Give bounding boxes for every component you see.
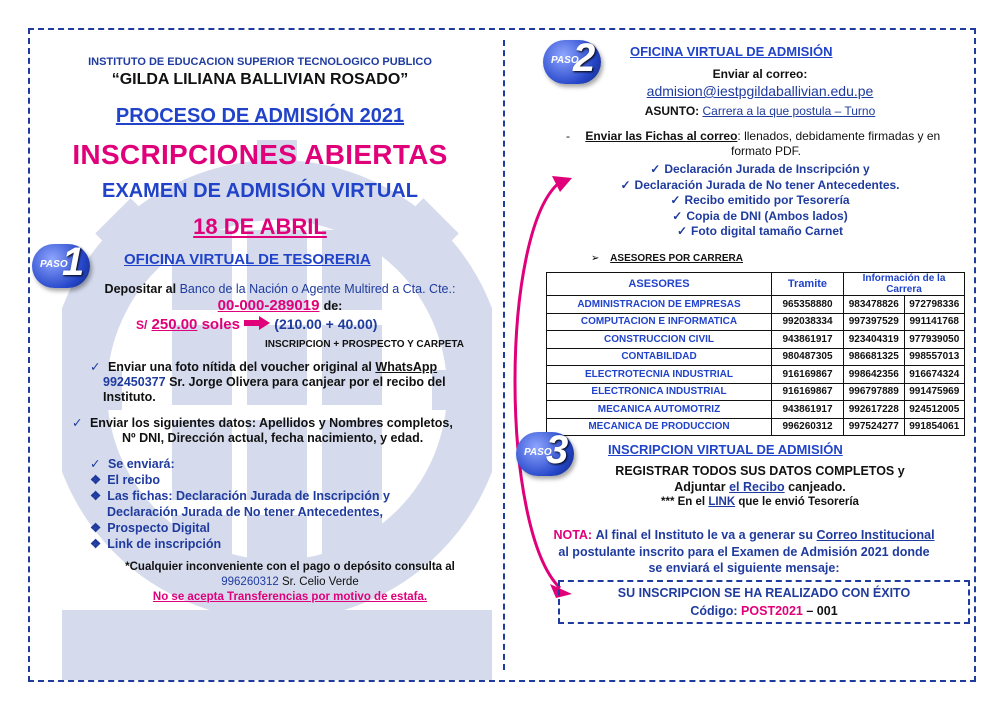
subject-line bbox=[560, 104, 960, 118]
whatsapp-text1: Enviar una foto nítida del voucher original al bbox=[107, 360, 372, 374]
nota-label: NOTA: bbox=[553, 528, 593, 542]
whatsapp-text2: Sr. Jorge Olivera para canjear por el recibo del bbox=[169, 375, 446, 389]
asesores-table bbox=[546, 272, 965, 436]
account-suffix: de: bbox=[323, 299, 343, 313]
amount-line bbox=[136, 316, 377, 334]
document-item: ✓ Copia de DNI (Ambos lados) bbox=[672, 208, 848, 223]
confirmation-message-box bbox=[558, 580, 970, 624]
send-mail-label: Enviar al correo: bbox=[712, 67, 808, 81]
send-title: Se enviará: bbox=[107, 457, 175, 471]
data-text2: Nº DNI, Dirección actual, fecha nacimiento, y edad. bbox=[122, 431, 424, 445]
send-list bbox=[90, 473, 470, 553]
nota-block: NOTA: Al final el Instituto le va a generar su Correo Institucional al postulante inscrito para el Examen de Admisión 2021 donde se enviará el siguiente mensaje: bbox=[553, 528, 935, 575]
tesoreria-link[interactable]: LINK bbox=[708, 496, 736, 508]
data-text1: Enviar los siguientes datos: Apellidos y Nombres completos, bbox=[89, 416, 453, 430]
amount-currency: S/ bbox=[136, 318, 148, 332]
amount-note: INSCRIPCION + PROSPECTO Y CARPETA bbox=[265, 339, 465, 350]
table-row: CONSTRUCCION CIVIL 943861917 923404319 977939050 bbox=[547, 331, 965, 349]
amount-breakdown: (210.00 + 40.00) bbox=[274, 316, 378, 332]
arrowhead-bullet-icon: ➢ bbox=[591, 253, 600, 264]
whatsapp-text3: Instituto. bbox=[103, 390, 156, 404]
confirmation-code-line: Código: POST2021 – 001 bbox=[690, 604, 838, 618]
table-row: ADMINISTRACION DE EMPRESAS 965358880 983478826 972798336 bbox=[547, 296, 965, 314]
whatsapp-word: WhatsApp bbox=[375, 360, 438, 374]
deposit-bank: Banco de la Nación o Agente Multired a Cta. Cte.: bbox=[179, 282, 456, 296]
paso-1-label: PASO bbox=[40, 259, 68, 270]
register-text1: REGISTRAR TODOS SUS DATOS COMPLETOS y bbox=[615, 464, 905, 478]
whatsapp-instruction bbox=[90, 360, 490, 405]
table-header-row bbox=[547, 273, 965, 296]
table-row: CONTABILIDAD 980487305 986681325 998557013 bbox=[547, 348, 965, 366]
section-tesoreria-title: OFICINA VIRTUAL DE TESORERIA bbox=[124, 251, 371, 268]
amount-value: 250.00 bbox=[151, 316, 198, 333]
section-admision-title: OFICINA VIRTUAL DE ADMISIÓN bbox=[630, 44, 833, 59]
institute-name: “GILDA LILIANA BALLIVIAN ROSADO” bbox=[111, 71, 409, 88]
data-instruction bbox=[72, 416, 492, 446]
account-line bbox=[70, 297, 490, 314]
document-item: ✓ Declaración Jurada de No tener Antecedentes. bbox=[620, 177, 900, 192]
asesores-title-line bbox=[591, 253, 743, 264]
send-item: ❖ Link de inscripción bbox=[90, 537, 222, 551]
correo-institucional: Correo Institucional bbox=[816, 528, 935, 542]
table-row: MECANICA AUTOMOTRIZ 943861917 992617228 924512005 bbox=[547, 401, 965, 419]
document-item: ✓ Foto digital tamaño Carnet bbox=[676, 224, 844, 238]
asesores-title: ASESORES POR CARRERA bbox=[610, 253, 743, 264]
email-link[interactable]: admision@iestpgildaballivian.edu.pe bbox=[646, 83, 874, 99]
documents-list bbox=[600, 162, 920, 240]
table-row: COMPUTACION E INFORMATICA 992038334 997397529 991141768 bbox=[547, 313, 965, 331]
table-row: ELECTRONICA INDUSTRIAL 916169867 996797889 991475969 bbox=[547, 383, 965, 401]
check-icon: ✓ bbox=[72, 416, 83, 430]
paso-3-number: 3 bbox=[546, 428, 569, 472]
institute-type: INSTITUTO DE EDUCACION SUPERIOR TECNOLOGICO PUBLICO bbox=[88, 56, 432, 68]
whatsapp-number: 992450377 bbox=[103, 375, 166, 389]
table-row: ELECTROTECNIA INDUSTRIAL 916169867 998642356 916674324 bbox=[547, 366, 965, 384]
document-item: ✓ Declaración Jurada de Inscripción y bbox=[650, 162, 870, 176]
fichas-link: Enviar las Fichas al correo bbox=[585, 129, 738, 143]
document-item: ✓ Recibo emitido por Tesorería bbox=[670, 193, 850, 207]
header-tramite: Tramite bbox=[772, 273, 844, 296]
register-line3: *** En el LINK que le envió Tesorería bbox=[661, 496, 859, 508]
fichas-text2: formato PDF. bbox=[730, 144, 802, 158]
paso-1-number: 1 bbox=[62, 240, 85, 284]
headline: INSCRIPCIONES ABIERTAS bbox=[72, 139, 448, 170]
send-item: ❖ Prospecto Digital bbox=[90, 521, 211, 535]
section-inscripcion-title: INSCRIPCION VIRTUAL DE ADMISIÓN bbox=[608, 442, 843, 457]
contact-number: 996260312 bbox=[221, 576, 279, 588]
confirmation-line1: SU INSCRIPCION SE HA REALIZADO CON ÉXITO bbox=[617, 586, 911, 600]
recibo-link: el Recibo bbox=[729, 480, 785, 494]
table-row: MECANICA DE PRODUCCION 996260312 997524277 991854061 bbox=[547, 418, 965, 436]
exam-title: EXAMEN DE ADMISIÓN VIRTUAL bbox=[102, 180, 418, 202]
check-icon: ✓ bbox=[90, 360, 101, 374]
warning-text: No se acepta Transferencias por motivo de estafa. bbox=[152, 591, 428, 603]
contact-line bbox=[90, 576, 490, 588]
deposit-line bbox=[70, 282, 490, 297]
subject-value: Carrera a la que postula – Turno bbox=[702, 104, 876, 118]
subject-label: ASUNTO: bbox=[644, 104, 700, 118]
header-informacion: Información de la Carrera bbox=[844, 273, 965, 296]
fichas-instruction: - Enviar las Fichas al correo: llenados, debidamente firmadas y en formato PDF. bbox=[566, 129, 966, 159]
confirmation-code: POST2021 bbox=[741, 604, 803, 618]
header-asesores: ASESORES bbox=[547, 273, 772, 296]
send-item-continued: Declaración Jurada de No tener Antecedentes, bbox=[107, 505, 384, 519]
deposit-prefix: Depositar al bbox=[104, 282, 177, 296]
contact-text: *Cualquier inconveniente con el pago o depósito consulta al bbox=[125, 561, 455, 573]
send-item: ❖ Las fichas: Declaración Jurada de Inscripción y bbox=[90, 489, 390, 503]
send-title-line bbox=[90, 457, 175, 472]
register-line2: Adjuntar el Recibo canjeado. bbox=[674, 480, 846, 494]
paso-3-label: PASO bbox=[524, 447, 552, 458]
paso-2-number: 2 bbox=[573, 36, 596, 80]
exam-date: 18 DE ABRIL bbox=[193, 214, 327, 239]
amount-unit: soles bbox=[201, 316, 240, 333]
paso-2-label: PASO bbox=[551, 55, 579, 66]
send-item: ❖ El recibo bbox=[90, 473, 161, 487]
contact-name: Sr. Celio Verde bbox=[282, 576, 359, 588]
account-number: 00-000-289019 bbox=[217, 297, 320, 314]
check-icon: ✓ bbox=[90, 457, 101, 471]
arrow-right-icon bbox=[244, 316, 270, 334]
process-title: PROCESO DE ADMISIÓN 2021 bbox=[115, 105, 405, 127]
fichas-text1: : llenados, debidamente firmadas y en bbox=[737, 129, 941, 143]
